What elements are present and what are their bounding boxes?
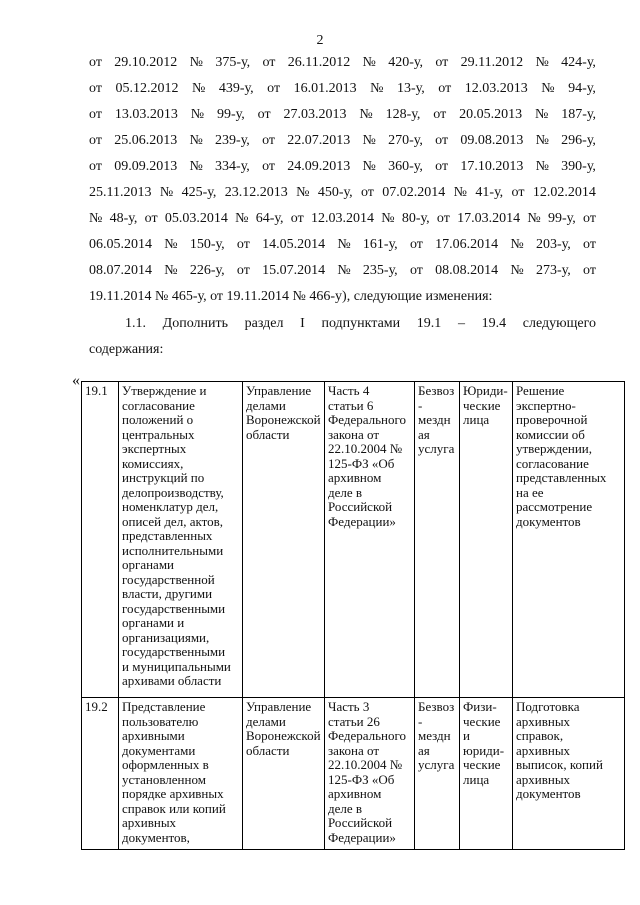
- word: 26.11.2012: [287, 55, 351, 70]
- body-line-9: [89, 263, 596, 279]
- word: 128-у,: [385, 107, 421, 122]
- word: –: [457, 316, 465, 331]
- word: 235-у,: [362, 263, 398, 278]
- body-line-8: [89, 237, 596, 253]
- word: 425-у,: [181, 185, 217, 200]
- page-number: 2: [316, 33, 324, 48]
- word: 25.11.2013: [89, 185, 152, 200]
- word: от: [436, 211, 450, 226]
- word: от: [290, 211, 304, 226]
- row-number: 19.1: [82, 382, 119, 698]
- word: от: [409, 237, 423, 252]
- word: 99-у,: [548, 211, 576, 226]
- word: 12.03.2013: [464, 81, 528, 96]
- word: №: [535, 133, 549, 148]
- word: №: [362, 55, 376, 70]
- word: 270-у,: [388, 133, 423, 148]
- word: 439-у,: [218, 81, 254, 96]
- word: 41-у,: [475, 185, 504, 200]
- word: от: [89, 159, 102, 174]
- word: №: [534, 107, 549, 122]
- word: №: [296, 185, 310, 200]
- word: от: [433, 107, 447, 122]
- word: 1.1.: [125, 316, 146, 331]
- word: от: [267, 81, 281, 96]
- fee-type: Безвоз- мездная услуга: [415, 698, 460, 850]
- word: №: [370, 81, 384, 96]
- word: №: [189, 55, 203, 70]
- word: от: [236, 237, 250, 252]
- word: №: [359, 107, 373, 122]
- word: №: [89, 211, 103, 226]
- word: 09.09.2013: [114, 159, 178, 174]
- word: №: [189, 159, 203, 174]
- word: 360-у,: [388, 159, 423, 174]
- word: от: [583, 237, 596, 252]
- recipients: Физи- ческие и юриди- ческие лица: [460, 698, 513, 850]
- word: от: [262, 159, 275, 174]
- word: от: [89, 81, 102, 96]
- word: №: [337, 263, 351, 278]
- word: 334-у,: [215, 159, 250, 174]
- service-provider: Управление делами Воронежской области: [243, 382, 325, 698]
- body-line-3: [89, 107, 596, 123]
- body-line-2: [89, 81, 596, 97]
- word: 19.4: [481, 316, 507, 331]
- word: от: [257, 107, 271, 122]
- word: следующего: [522, 316, 596, 331]
- word: №: [541, 81, 555, 96]
- clause-line-2: содержания:: [89, 342, 164, 357]
- word: №: [527, 211, 541, 226]
- word: №: [453, 185, 468, 200]
- word: 99-у,: [216, 107, 245, 122]
- word: 23.12.2013: [224, 185, 288, 200]
- word: 424-у,: [561, 55, 596, 70]
- word: №: [337, 237, 351, 252]
- word: 239-у,: [215, 133, 250, 148]
- word: №: [235, 211, 249, 226]
- word: №: [535, 159, 549, 174]
- word: от: [236, 263, 250, 278]
- word: от: [511, 185, 525, 200]
- word: 390-у,: [561, 159, 596, 174]
- word: от: [583, 263, 596, 278]
- word: 226-у,: [189, 263, 225, 278]
- word: 203-у,: [535, 237, 571, 252]
- word: 06.05.2014: [89, 237, 152, 252]
- legal-basis: Часть 3 статьи 26 Федерального закона от 22.10.2004 № 125-ФЗ «Об архивном деле в Российской Федерации»: [325, 698, 415, 850]
- word: от: [435, 133, 449, 148]
- body-line-5: [89, 159, 596, 175]
- legal-basis: Часть 4 статьи 6 Федерального закона от 22.10.2004 № 125-ФЗ «Об архивном деле в Российской Федерации»: [325, 382, 415, 698]
- word: №: [190, 107, 205, 122]
- word: 150-у,: [189, 237, 225, 252]
- word: от: [435, 55, 449, 70]
- word: 29.11.2012: [460, 55, 524, 70]
- word: 296-у,: [561, 133, 596, 148]
- clause-line-1: [125, 316, 596, 332]
- word: 48-у,: [109, 211, 138, 226]
- word: 20.05.2013: [459, 107, 523, 122]
- word: 17.06.2014: [435, 237, 499, 252]
- body-line-1: [89, 55, 596, 71]
- word: раздел: [244, 316, 284, 331]
- word: от: [89, 133, 102, 148]
- word: №: [510, 237, 524, 252]
- word: от: [144, 211, 158, 226]
- word: 17.10.2013: [460, 159, 524, 174]
- service-name: Утверждение и согласование положений о центральных экспертных комиссиях, инструкций по делопроизводству, номенклатур дел, описей дел, актов, представленных исполнительными органами государственной власти, другими государственными органами и организациями, государственными и муниципальными архивами области: [119, 382, 243, 698]
- body-line-10: 19.11.2014 № 465-у, от 19.11.2014 № 466-у), следующие изменения:: [89, 289, 493, 304]
- word: от: [262, 133, 275, 148]
- word: 09.08.2013: [460, 133, 524, 148]
- body-line-6: [89, 185, 596, 201]
- opening-quote-mark: «: [72, 372, 80, 389]
- service-provider: Управление делами Воронежской области: [243, 698, 325, 850]
- word: 17.03.2014: [457, 211, 521, 226]
- word: от: [360, 185, 374, 200]
- service-name: Представление пользователю архивными документами оформленных в установленном порядке архивных справок или копий архивных документов,: [119, 698, 243, 850]
- word: от: [435, 159, 449, 174]
- service-result: Решение экспертно- проверочной комиссии об утверждении, согласование представленных на ее рассмотрение документов: [513, 382, 625, 698]
- word: подпунктами: [321, 316, 401, 331]
- word: 16.01.2013: [293, 81, 357, 96]
- word: 25.06.2013: [114, 133, 178, 148]
- word: 14.05.2014: [262, 237, 326, 252]
- word: 375-у,: [215, 55, 251, 70]
- word: Дополнить: [162, 316, 228, 331]
- word: 27.03.2013: [283, 107, 347, 122]
- fee-type: Безвоз- мездная услуга: [415, 382, 460, 698]
- word: 19.1: [416, 316, 442, 331]
- word: от: [262, 55, 276, 70]
- word: 29.10.2012: [114, 55, 178, 70]
- word: №: [189, 133, 203, 148]
- body-line-7: [89, 211, 596, 227]
- word: 273-у,: [535, 263, 571, 278]
- word: 94-у,: [568, 81, 596, 96]
- word: №: [381, 211, 395, 226]
- word: от: [89, 55, 102, 70]
- word: 13.03.2013: [114, 107, 178, 122]
- word: №: [362, 133, 376, 148]
- word: 08.07.2014: [89, 263, 152, 278]
- word: 161-у,: [362, 237, 398, 252]
- word: 22.07.2013: [287, 133, 351, 148]
- word: I: [300, 316, 305, 331]
- word: от: [89, 107, 102, 122]
- word: 24.09.2013: [287, 159, 351, 174]
- service-result: Подготовка архивных справок, архивных выписок, копий архивных документов: [513, 698, 625, 850]
- row-number: 19.2: [82, 698, 119, 850]
- word: 187-у,: [561, 107, 596, 122]
- recipients: Юриди- ческие лица: [460, 382, 513, 698]
- word: 64-у,: [255, 211, 284, 226]
- word: 05.12.2012: [115, 81, 179, 96]
- word: 12.03.2014: [310, 211, 374, 226]
- word: от: [438, 81, 452, 96]
- word: №: [164, 263, 178, 278]
- word: от: [409, 263, 423, 278]
- word: 420-у,: [388, 55, 424, 70]
- word: 15.07.2014: [262, 263, 326, 278]
- word: 80-у,: [401, 211, 430, 226]
- word: от: [583, 211, 596, 226]
- word: 05.03.2014: [164, 211, 228, 226]
- word: 13-у,: [396, 81, 425, 96]
- table-row: [82, 698, 625, 850]
- word: №: [164, 237, 178, 252]
- word: №: [362, 159, 376, 174]
- services-table: [81, 381, 625, 850]
- word: №: [191, 81, 206, 96]
- word: 12.02.2014: [532, 185, 596, 200]
- word: №: [510, 263, 524, 278]
- word: 08.08.2014: [435, 263, 499, 278]
- word: №: [535, 55, 549, 70]
- word: 450-у,: [317, 185, 353, 200]
- word: №: [159, 185, 174, 200]
- body-line-4: [89, 133, 596, 149]
- table-row: [82, 382, 625, 698]
- word: 07.02.2014: [382, 185, 446, 200]
